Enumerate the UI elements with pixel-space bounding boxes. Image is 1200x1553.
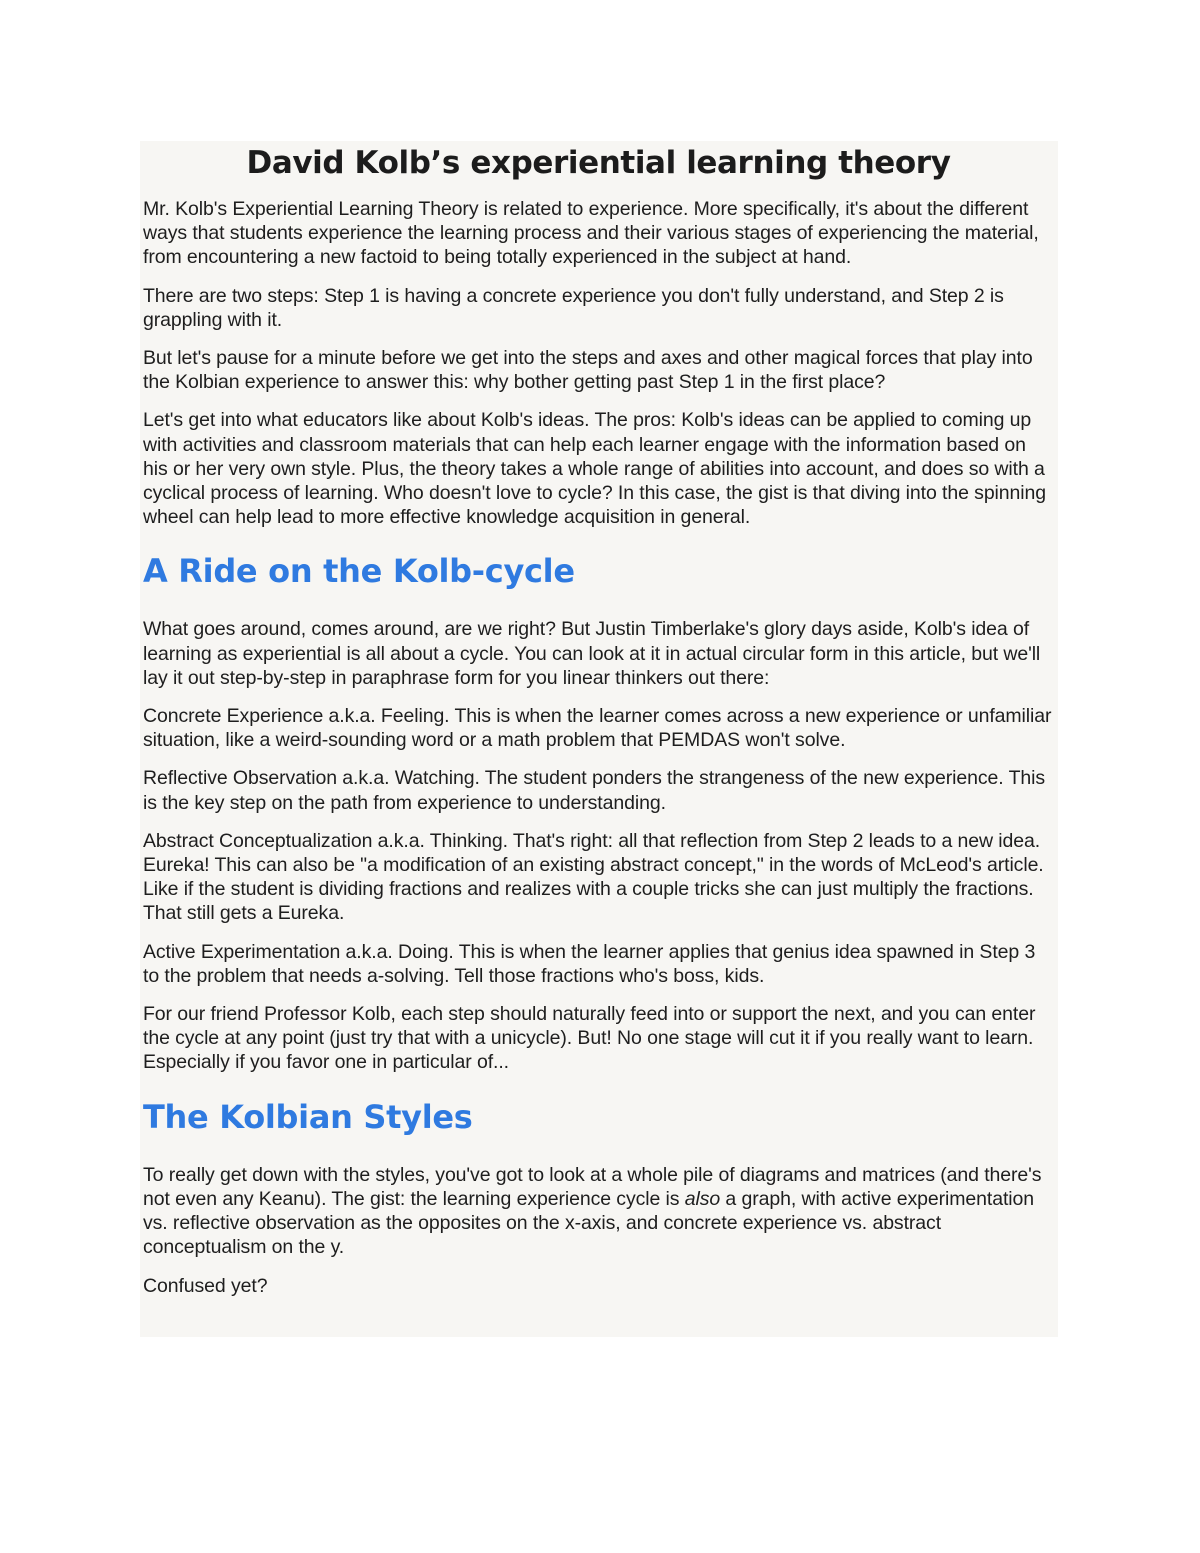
intro-paragraph-4: Let's get into what educators like about Kolb's ideas. The pros: Kolb's ideas can be applied to coming up with activities and classroom materials that can help each learner engage with the information based on his or her very own style. Plus, the theory takes a whole range of abilities into account, and does so with a cyclical process of learning. Who doesn't love to cycle? In this case, the gist is that diving into the spinning wheel can help lead to more effective knowledge acquisition in general. (143, 409, 1047, 529)
section-heading-kolbian-styles: The Kolbian Styles (143, 1097, 473, 1136)
cycle-summary-paragraph: For our friend Professor Kolb, each step should naturally feed into or support the next, and you can enter the cycle at any point (just try that with a unicycle). But! No one stage will cut it if you really want to learn. Especially if you favor one in particular of... (143, 1003, 1036, 1074)
styles-paragraph (143, 1163, 1054, 1260)
reflective-observation-paragraph: Reflective Observation a.k.a. Watching. The student ponders the strangeness of the new experience. This is the key step on the path from experience to understanding. (143, 767, 1046, 814)
abstract-conceptualization-paragraph: Abstract Conceptualization a.k.a. Thinking. That's right: all that reflection from Step 2 leads to a new idea. Eureka! This can also be "a modification of an existing abstract concept," in the words of McLeod's article. Like if the student is dividing fractions and realizes with a couple tricks she can just multiply the fractions. That still gets a Eureka. (143, 829, 1044, 925)
concrete-experience-paragraph: Concrete Experience a.k.a. Feeling. This is when the learner comes across a new experience or unfamiliar situation, like a weird-sounding word or a math problem that PEMDAS won't solve. (143, 705, 1052, 752)
cycle-intro-paragraph: What goes around, comes around, are we right? But Justin Timberlake's glory days aside, Kolb's idea of learning as experiential is all about a cycle. You can look at it in actual circular form in this article, but we'll lay it out step-by-step in paraphrase form for you linear thinkers out there: (143, 618, 1041, 689)
closing-question: Confused yet? (143, 1274, 268, 1297)
intro-paragraph-3: But let's pause for a minute before we get into the steps and axes and other magical forces that play into the Kolbian experience to answer this: why bother getting past Step 1 in the first place? (143, 347, 1033, 394)
intro-paragraph-2: There are two steps: Step 1 is having a concrete experience you don't fully understand, and Step 2 is grappling with it. (143, 284, 1004, 331)
active-experimentation-paragraph: Active Experimentation a.k.a. Doing. This is when the learner applies that genius idea spawned in Step 3 to the problem that needs a-solving. Tell those fractions who's boss, kids. (143, 940, 1036, 987)
styles-text-end: a graph, with active experimentation vs. reflective observation as the opposites on the x-axis, and concrete experience vs. abstract conceptualism on the y. (143, 1187, 1034, 1259)
styles-emphasis: also (684, 1187, 721, 1210)
section-heading-kolb-cycle: A Ride on the Kolb-cycle (143, 552, 575, 591)
article-body (140, 141, 1058, 1337)
styles-text-start: To really get down with the styles, you've got to look at a whole pile of diagrams and matrices (and there's not even any Keanu). The gist: the learning experience cycle is (143, 1163, 1042, 1210)
document-title: David Kolb’s experiential learning theory (246, 145, 951, 181)
intro-paragraph-1: Mr. Kolb's Experiential Learning Theory is related to experience. More specifically, it's about the different ways that students experience the learning process and their various stages of experiencing the material, from encountering a new factoid to being totally experienced in the subject at hand. (143, 198, 1039, 269)
